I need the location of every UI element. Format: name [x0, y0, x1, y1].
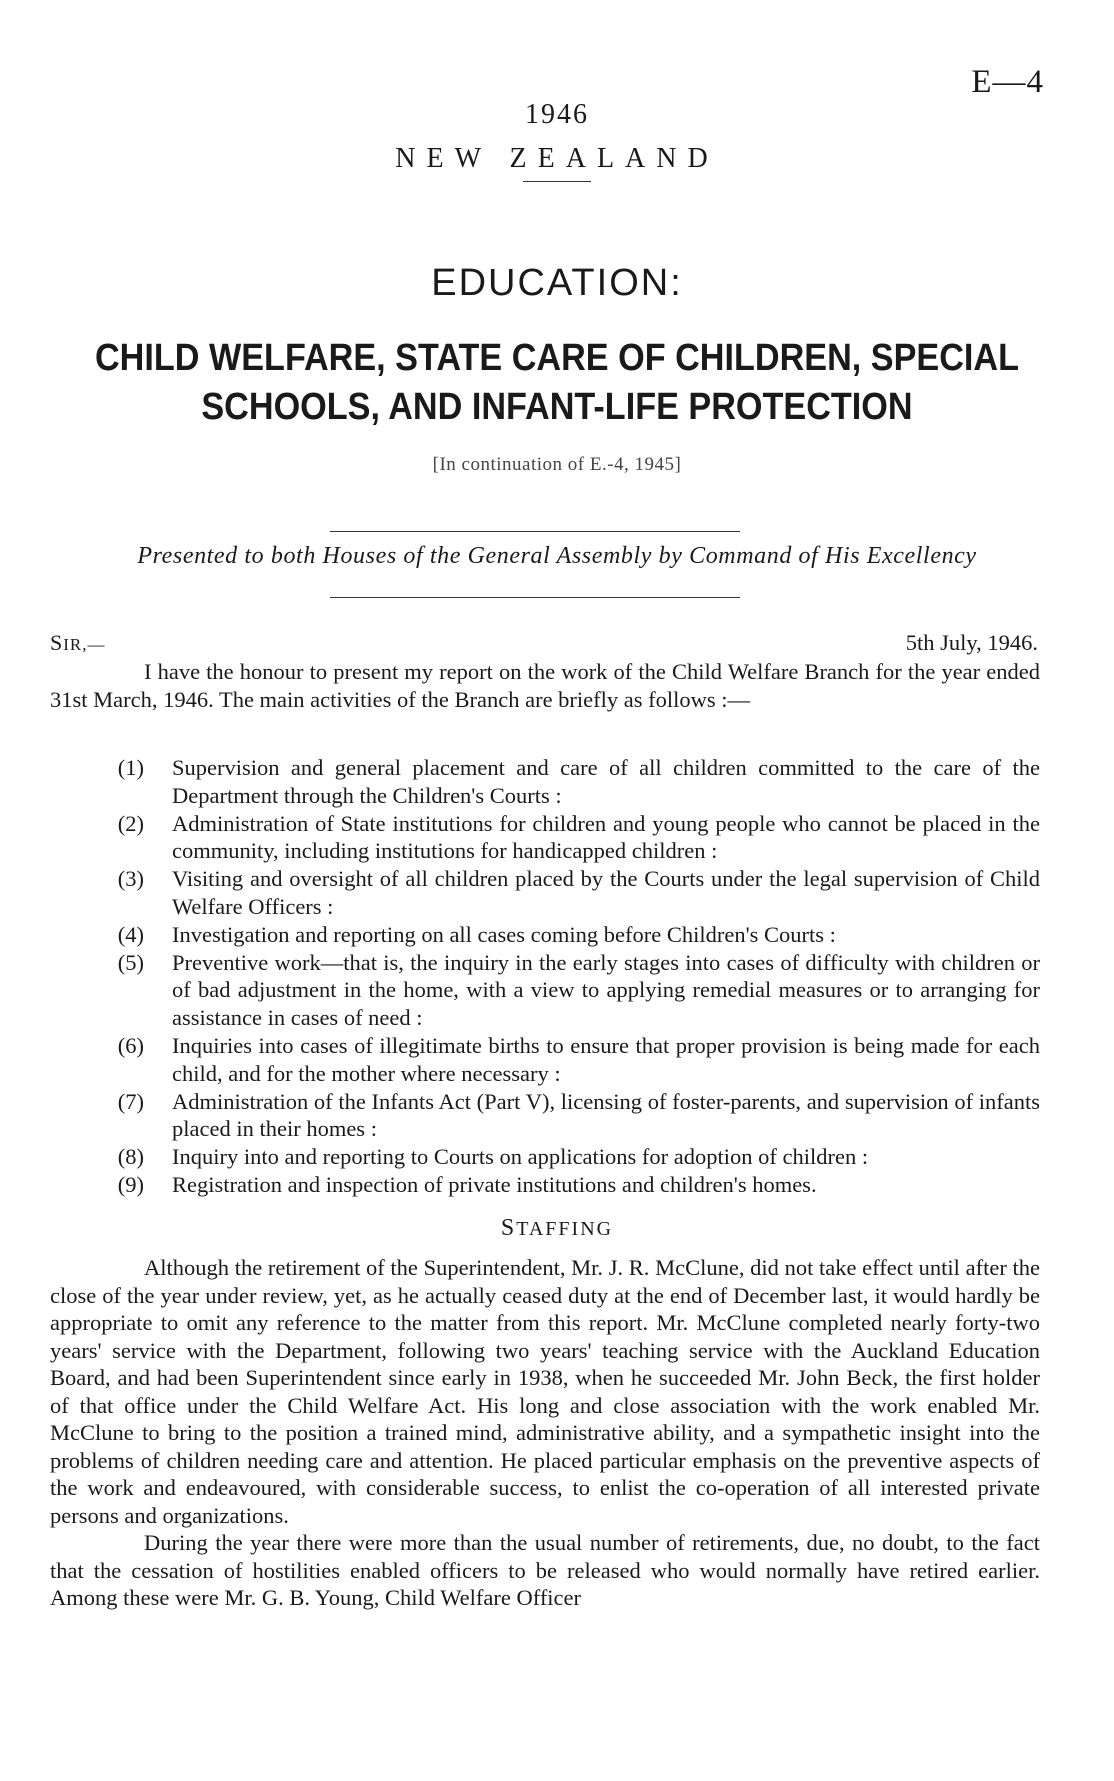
- list-item-number: (6): [117, 1032, 144, 1058]
- salutation-rest: IR,—: [63, 635, 106, 654]
- list-item-number: (8): [117, 1144, 144, 1170]
- letter-intro-block: [50, 658, 1040, 713]
- list-item-text: Investigation and reporting on all cases coming before Children's Courts :: [172, 921, 836, 947]
- list-item-text: Registration and inspection of private institutions and children's homes.: [172, 1171, 817, 1197]
- title-divider: [523, 181, 591, 182]
- list-item-number: (4): [117, 921, 144, 947]
- list-item: [90, 1143, 1040, 1171]
- list-item-number: (7): [117, 1088, 144, 1114]
- list-item-text: Visiting and oversight of all children placed by the Courts under the legal supervision of Child Welfare Officers :: [172, 866, 1040, 919]
- activities-list: [90, 754, 1040, 1199]
- section-heading-rest: TAFFING: [516, 1218, 614, 1240]
- salutation-initial: S: [50, 630, 64, 655]
- report-year: 1946: [525, 99, 589, 130]
- list-item-text: Inquiry into and reporting to Courts on applications for adoption of children :: [172, 1144, 869, 1170]
- salutation: [50, 630, 106, 656]
- list-item-text: Administration of State institutions for children and young people who cannot be placed in the community, including institutions for handicapped children :: [172, 810, 1040, 864]
- list-item-number: (9): [117, 1171, 144, 1197]
- report-title: [92, 334, 1023, 432]
- presented-rule-top: [330, 531, 740, 532]
- list-item: [90, 921, 1040, 949]
- list-item: [90, 754, 1040, 810]
- country-name: NEW ZEALAND: [395, 143, 719, 174]
- staffing-body: [50, 1254, 1040, 1612]
- list-item-number: (2): [117, 810, 144, 836]
- report-title-line-1: CHILD WELFARE, STATE CARE OF CHILDREN, SPECIAL: [94, 337, 1020, 379]
- list-item-text: Administration of the Infants Act (Part V), licensing of foster-parents, and supervision of infants placed in their homes :: [172, 1088, 1040, 1142]
- staffing-paragraph-2: During the year there were more than the usual number of retirements, due, no doubt, to the fact that the cessation of hostilities enabled officers to be released who would normally have retired earlier. Among these were Mr. G. B. Young, Child Welfare Officer: [50, 1530, 1040, 1610]
- list-item-text: Supervision and general placement and care of all children committed to the care of the Department through the Children's Courts :: [172, 755, 1040, 808]
- presented-rule-bottom: [330, 597, 740, 598]
- list-item-text: Inquiries into cases of illegitimate births to ensure that proper provision is being made for each child, and for the mother where necessary :: [172, 1032, 1040, 1086]
- continuation-note: [In continuation of E.-4, 1945]: [432, 454, 682, 475]
- staffing-paragraph-1: Although the retirement of the Superintendent, Mr. J. R. McClune, did not take effect until after the close of the year under review, yet, as he actually ceased duty at the end of December last, it would hardly be appropriate to omit any reference to the matter from this report. Mr. McClune completed nearly forty-two years' service with the Department, following two years' teaching service with the Auckland Education Board, and had been Superintendent since early in 1938, when he succeeded Mr. John Beck, the first holder of that office under the Child Welfare Act. His long and close association with the work enabled Mr. McClune to bring to the position a trained mind, administrative ability, and a sympathetic insight into the problems of children needing care and attention. He placed particular emphasis on the preventive aspects of the work and endeavoured, with considerable success, to enlist the co-operation of all interested private persons and organizations.: [50, 1255, 1040, 1528]
- section-heading-initial: S: [500, 1215, 517, 1241]
- parliamentary-paper-code: E—4: [971, 64, 1044, 100]
- list-item: [90, 1088, 1040, 1144]
- list-item: [90, 810, 1040, 866]
- list-item-number: (5): [117, 949, 144, 975]
- report-title-line-2: SCHOOLS, AND INFANT-LIFE PROTECTION: [201, 386, 913, 428]
- list-item-number: (1): [117, 755, 144, 780]
- list-item-number: (3): [117, 866, 144, 892]
- letter-intro: I have the honour to present my report on the work of the Child Welfare Branch for the year ended 31st March, 1946. The main activities of the Branch are briefly as follows :—: [50, 659, 1040, 712]
- department-heading: EDUCATION:: [431, 262, 683, 304]
- list-item: [90, 1032, 1040, 1088]
- letter-date: 5th July, 1946.: [905, 630, 1038, 655]
- list-item-text: Preventive work—that is, the inquiry in the early stages into cases of difficulty with children or of bad adjustment in the home, with a view to applying remedial measures or to arranging for assistance in cases of need :: [172, 949, 1040, 1031]
- list-item: [90, 949, 1040, 1032]
- list-item: [90, 865, 1040, 921]
- list-item: [90, 1171, 1040, 1199]
- presented-line: Presented to both Houses of the General Assembly by Command of His Excellency: [137, 543, 977, 569]
- section-heading-staffing: [0, 1215, 1114, 1242]
